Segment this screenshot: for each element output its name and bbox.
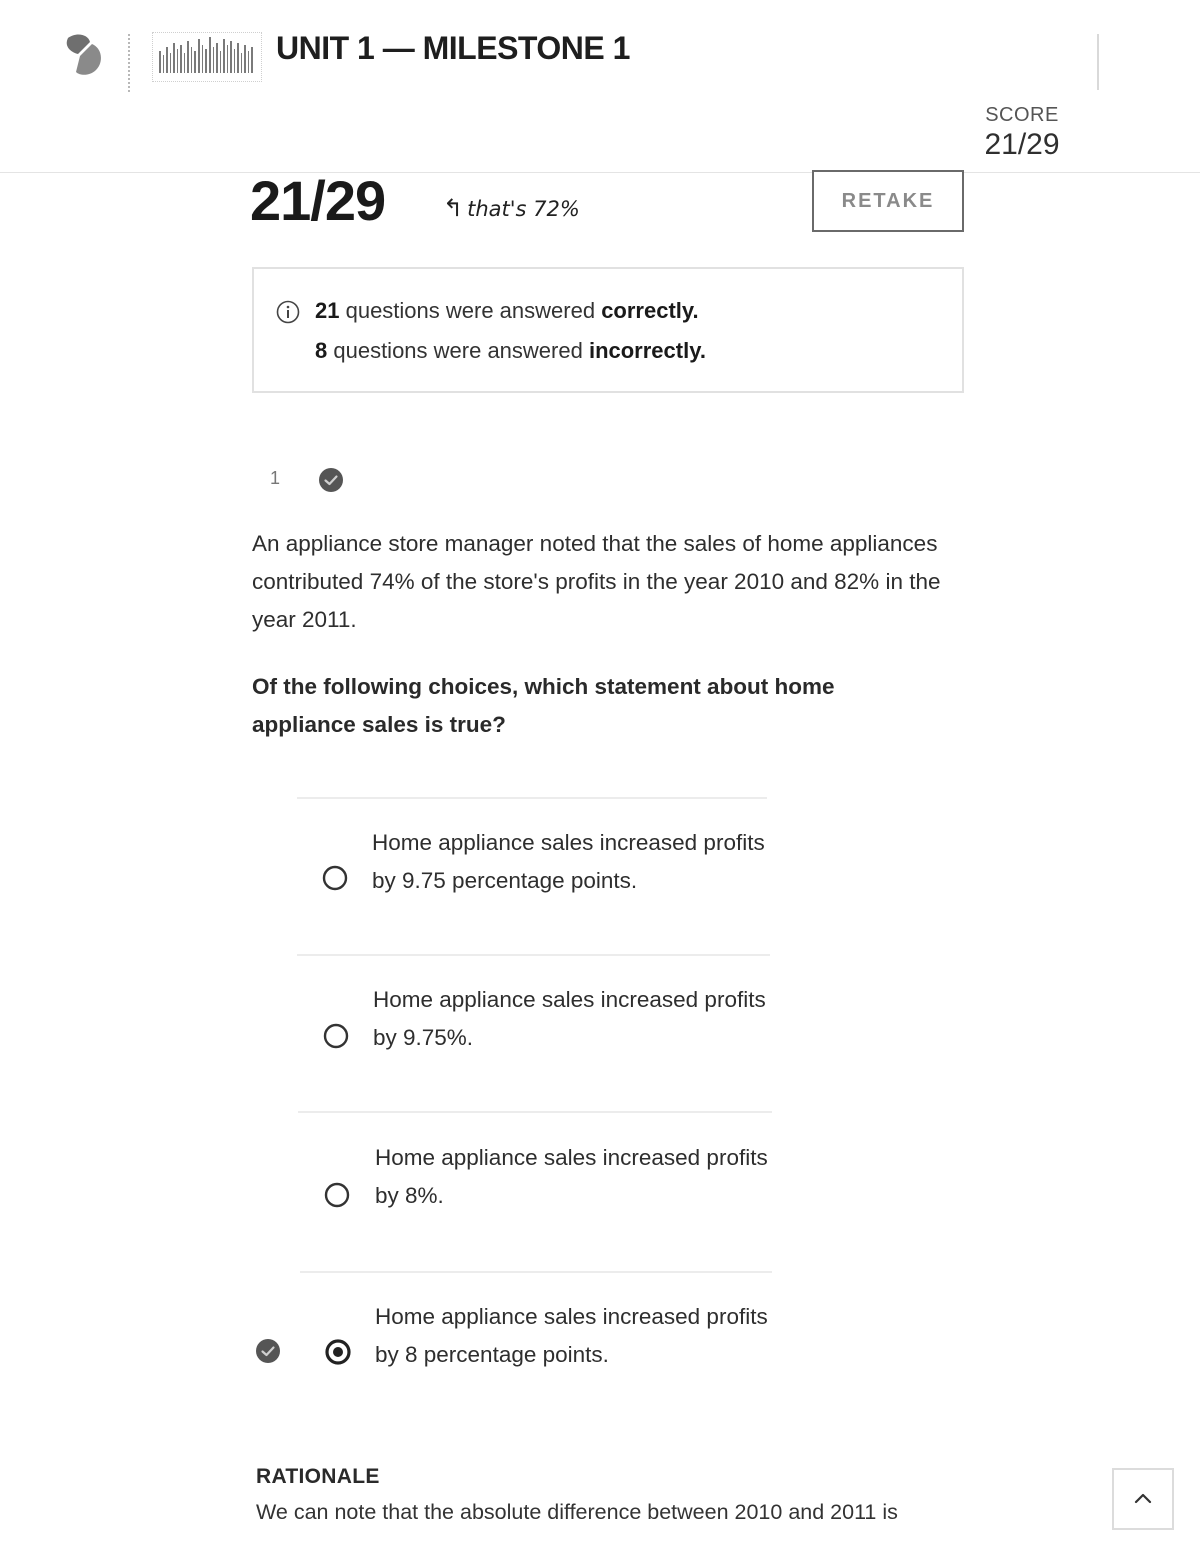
correct-answer-check-icon bbox=[255, 1338, 281, 1364]
radio-unselected-icon[interactable] bbox=[323, 1023, 349, 1049]
question-number: 1 bbox=[270, 468, 281, 488]
radio-unselected-icon[interactable] bbox=[322, 865, 348, 891]
barcode-image bbox=[152, 32, 262, 82]
rationale-heading: RATIONALE bbox=[256, 1465, 380, 1488]
chevron-up-icon bbox=[1131, 1487, 1155, 1511]
retake-button[interactable]: RETAKE bbox=[812, 170, 964, 232]
correct-count: 21 bbox=[315, 298, 340, 323]
radio-unselected-icon[interactable] bbox=[324, 1182, 350, 1208]
choice-divider bbox=[297, 797, 767, 799]
score-value: 21/29 bbox=[984, 128, 1060, 161]
correct-count-line bbox=[315, 298, 699, 324]
incorrect-count-line bbox=[315, 338, 706, 364]
choice-divider bbox=[298, 1111, 772, 1113]
question-text: An appliance store manager noted that the sales of home appliances contributed 74% of the store's profits in the year 2010 and 82% in the year 2011. bbox=[252, 531, 941, 632]
info-icon bbox=[276, 300, 300, 324]
rationale-text: We can note that the absolute difference between 2010 and 2011 is bbox=[256, 1500, 898, 1524]
header-right-divider bbox=[1097, 34, 1099, 90]
page-header bbox=[0, 0, 1200, 173]
correct-word: correctly. bbox=[601, 298, 699, 323]
correct-count-text: questions were answered bbox=[339, 298, 602, 323]
answer-choice-3[interactable]: Home appliance sales increased profits by 8%. bbox=[375, 1145, 768, 1208]
score-summary: 21/29 bbox=[250, 169, 386, 232]
check-circle-icon bbox=[318, 467, 344, 493]
scroll-to-top-button[interactable] bbox=[1112, 1468, 1174, 1530]
answer-choice-1[interactable]: Home appliance sales increased profits by 9.75 percentage points. bbox=[372, 830, 765, 893]
score-note-text: that's 72% bbox=[467, 197, 580, 221]
logo-icon[interactable] bbox=[62, 32, 104, 78]
choice-divider bbox=[300, 1271, 772, 1273]
incorrect-count: 8 bbox=[315, 338, 328, 363]
answer-choice-4[interactable]: Home appliance sales increased profits by 8 percentage points. bbox=[375, 1304, 768, 1367]
radio-selected-icon[interactable] bbox=[325, 1339, 351, 1365]
header-separator bbox=[128, 34, 130, 92]
results-info-box bbox=[252, 267, 964, 393]
return-arrow-icon: ↰ bbox=[443, 194, 464, 222]
score-percentage-note bbox=[443, 194, 580, 222]
answer-choice-2[interactable]: Home appliance sales increased profits by 9.75%. bbox=[373, 987, 766, 1050]
incorrect-count-text: questions were answered bbox=[327, 338, 589, 363]
score-label: SCORE bbox=[985, 104, 1059, 126]
incorrect-word: incorrectly. bbox=[588, 338, 706, 363]
choice-divider bbox=[297, 954, 770, 956]
question-prompt: Of the following choices, which statement about home appliance sales is true? bbox=[252, 674, 835, 737]
page-title: UNIT 1 — MILESTONE 1 bbox=[276, 30, 630, 66]
